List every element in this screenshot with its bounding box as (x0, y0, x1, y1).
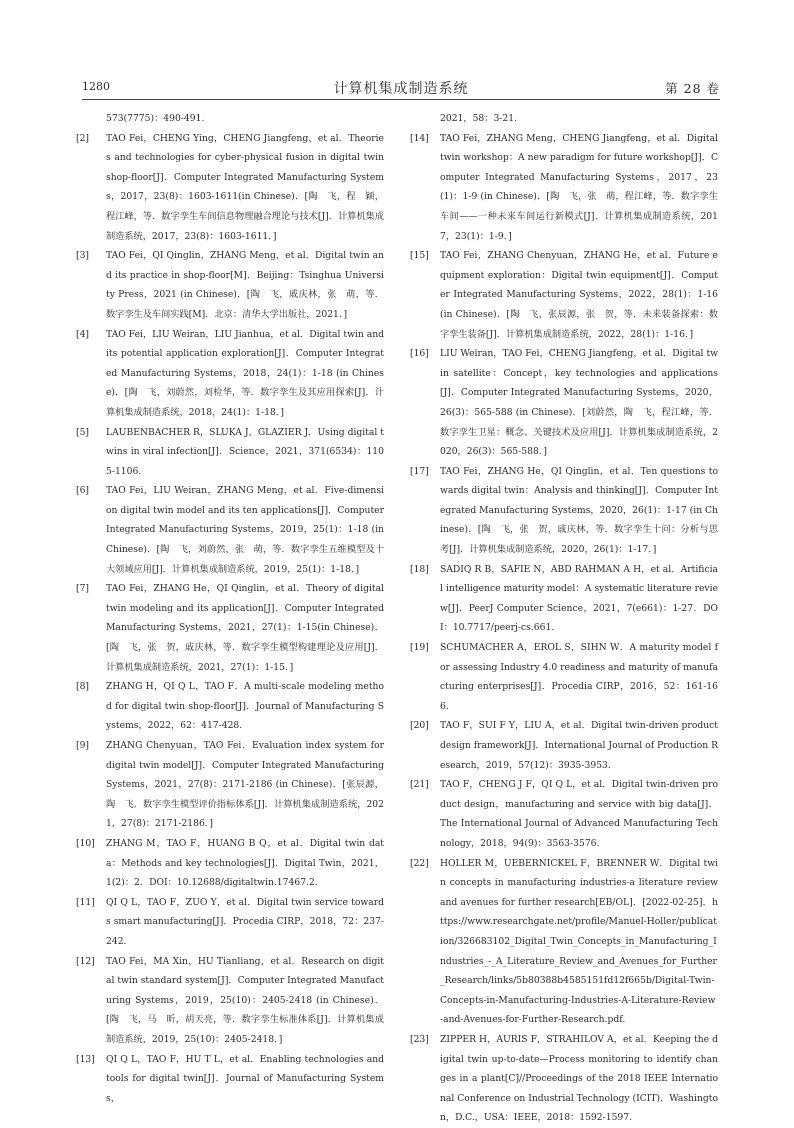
reference-text: TAO Fei，LIU Weiran，LIU Jianhua，et al．Digital twin and its potential application exploration[J]．Computer Integrated Manufacturing Systems，2018，24(1)：1-18 (in Chinese)．[陶 飞，刘蔚然，刘检华，等．数字孪生及其应用探索[J]．计算机集成制造系统，2018，24(1)：1-18．] (106, 328, 384, 418)
reference-list (410, 129, 718, 1128)
reference-number: [9] (76, 740, 90, 751)
reference-item (410, 129, 718, 247)
header-rule (82, 99, 720, 100)
reference-text: TAO Fei，LIU Weiran，ZHANG Meng，et al．Five-dimension digital twin model and its ten applications[J]．Computer Integrated Manufacturing Systems，2019，25(1)：1-18 (in Chinese)．[陶 飞，刘蔚然，张 萌，等．数字孪生五维模型及十大领域应用[J]．计算机集成制造系统，2019，25(1)：1-18．] (106, 485, 384, 575)
reference-item (410, 854, 718, 1030)
reference-text: QI Q L，TAO F，HU T L，et al．Enabling technologies and tools for digital twin[J]．Journal of Manufacturing Systems， (106, 1053, 384, 1104)
reference-number: [10] (76, 837, 95, 849)
reference-list (76, 129, 384, 1109)
reference-number: [7] (76, 583, 90, 595)
reference-item (76, 1050, 384, 1109)
reference-text: TAO Fei，MA Xin，HU Tianliang，et al．Research on digital twin standard system[J]．Computer Integrated Manufacturing Systems，2019，25(10)：2405-2418 (in Chinese)．[陶 飞，马 昕，胡天亮，等．数字孪生标准体系[J]．计算机集成制造系统，2019，25(10)：2405-2418．] (106, 955, 384, 1045)
right-column (410, 109, 718, 1128)
reference-item (410, 1030, 718, 1128)
reference-text: TAO Fei，ZHANG He，QI Qinglin，et al．Theory of digital twin modeling and its application[J]．Computer Integrated Manufacturing Systems，2021，27(1)：1-15(in Chinese)．[陶 飞，张 贺，戚庆林，等．数字孪生模型构建理论及应用[J]．计算机集成制造系统，2021，27(1)：1-15．] (106, 583, 384, 673)
reference-continuation: 573(7775)：490-491. (106, 113, 205, 124)
reference-number: [8] (76, 681, 90, 693)
reference-text: TAO Fei，ZHANG He，QI Qinglin，et al．Ten questions towards digital twin：Analysis and thinking[J]．Computer Integrated Manufacturing Systems，2020，26(1)：1-17 (in Chinese)．[陶 飞，张 贺，戚庆林，等．数字孪生十问：分析与思考[J]．计算机集成制造系统，2020，26(1)：1-17．] (440, 465, 718, 556)
reference-number: [11] (76, 896, 95, 908)
reference-number: [19] (410, 642, 429, 654)
reference-item (76, 677, 384, 736)
reference-number: [15] (410, 250, 429, 262)
reference-item (76, 952, 384, 1050)
reference-item (76, 246, 384, 324)
reference-number: [22] (410, 857, 429, 869)
reference-number: [3] (76, 250, 90, 262)
reference-number: [18] (410, 563, 429, 575)
reference-item (410, 344, 718, 462)
reference-number: [6] (76, 485, 90, 497)
reference-text: TAO Fei，QI Qinglin，ZHANG Meng，et al．Digital twin and its practice in shop-floor[M]．Beijing：Tsinghua University Press，2021 (in Chinese)．[陶 飞，戚庆林，张 萌，等．数字孪生及车间实践[M]．北京：清华大学出版社，2021．] (106, 250, 384, 320)
reference-number: [23] (410, 1033, 429, 1045)
reference-text: ZHANG H，QI Q L，TAO F．A multi-scale modeling method for digital twin shop-floor[J]．Journal of Manufacturing Systems，2022，62：417-428. (106, 681, 384, 732)
reference-number: [14] (410, 132, 429, 144)
reference-text: HOLLER M，UEBERNICKEL F，BRENNER W．Digital twin concepts in manufacturing industries-a literature review and avenues for further research[EB/OL]．[2022-02-25]．https://www.researchgate.net/profile/Manuel-Holler/publication/326683102_Digital_Twin_Concepts_in_Manufacturing_Industries_-_A_Literature_Review_and_Avenues_for_Further_Research/links/5b80388b4585151fd12f665b/Digital-Twin-Concepts-in-Manufacturing-Industries-A-Literature-Review-and-Avenues-for-Further-Research.pdf. (440, 857, 718, 1026)
reference-number: [13] (76, 1053, 95, 1065)
reference-item (410, 775, 718, 853)
reference-number: [20] (410, 720, 429, 732)
reference-number: [5] (76, 426, 90, 438)
reference-text: QI Q L，TAO F，ZUO Y，et al．Digital twin service towards smart manufacturing[J]．Procedia CIRP，2018，72：237-242. (106, 896, 384, 947)
reference-item (76, 736, 384, 834)
left-column (76, 109, 384, 1108)
reference-text: LAUBENBACHER R，SLUKA J，GLAZIER J．Using digital twins in viral infection[J]．Science，2021，371(6534)：1105-1106. (106, 426, 384, 477)
reference-item (76, 325, 384, 423)
reference-text: ZIPPER H，AURIS F，STRAHILOV A，et al．Keeping the digital twin up-to-date—Process monitoring to identify changes in a plant[C]//Proceedings of the 2018 IEEE International Conference on Industrial Technology (ICIT)．Washington，D.C.，USA：IEEE，2018：1592-1597. (440, 1033, 718, 1124)
reference-number: [4] (76, 328, 90, 340)
reference-item (76, 423, 384, 482)
reference-text: TAO F，CHENG J F，QI Q L，et al．Digital twin-driven product design，manufacturing and service with big data[J]．The International Journal of Advanced Manufacturing Technology，2018，94(9)：3563-3576. (440, 779, 718, 849)
reference-number: [16] (410, 348, 429, 360)
reference-text: TAO Fei，ZHANG Meng，CHENG Jiangfeng，et al．Digital twin workshop：A new paradigm for future workshop[J]．Computer Integrated Manufacturing Systems，2017，23(1)：1-9 (in Chinese)．[陶 飞，张 萌，程江峰，等．数字孪生车间——一种未来车间运行新模式[J]．计算机集成制造系统，2017，23(1)：1-9．] (440, 132, 718, 242)
journal-title: 计算机集成制造系统 (333, 81, 469, 97)
reference-item (410, 246, 718, 344)
reference-number: [21] (410, 779, 429, 791)
reference-item (76, 893, 384, 952)
reference-continuation: 2021，58：3-21. (440, 113, 518, 124)
reference-item (76, 579, 384, 677)
reference-item (410, 638, 718, 716)
reference-number: [2] (76, 132, 90, 144)
reference-item (76, 129, 384, 247)
reference-text: LIU Weiran，TAO Fei，CHENG Jiangfeng，et al．Digital twin satellite：Concept，key technologies and applications[J]．Computer Integrated Manufacturing Systems，2020，26(3)：565-588 (in Chinese)．[刘蔚然，陶 飞，程江峰，等．数字孪生卫星：概念、关键技术及应用[J]．计算机集成制造系统，2020，26(3)：565-588．] (440, 348, 718, 458)
reference-text: TAO Fei，CHENG Ying，CHENG Jiangfeng，et al．Theories and technologies for cyber-physical fusion in digital twin shop-floor[J]．Computer Integrated Manufacturing Systems，2017，23(8)：1603-1611(in Chinese)．[陶 飞，程 颖，程江峰，等．数字孪生车间信息物理融合理论与技术[J]．计算机集成制造系统，2017，23(8)：1603-1611．] (106, 132, 384, 242)
reference-item (76, 481, 384, 579)
reference-text: TAO F，SUI F Y，LIU A，et al．Digital twin-driven product design framework[J]．International Journal of Production Research，2019，57(12)：3935-3953. (440, 720, 718, 771)
volume-label: 第 28 卷 (665, 81, 720, 96)
reference-text: TAO Fei，ZHANG Chenyuan，ZHANG He，et al．Future equipment exploration：Digital twin equipment[J]．Computer Integrated Manufacturing Systems，2022，28(1)：1-16 (in Chinese)．[陶 飞，张辰源，张 贺，等．未来装备探索：数字孪生装备[J]．计算机集成制造系统，2022，28(1)：1-16．] (440, 250, 718, 340)
reference-item (76, 834, 384, 893)
reference-item (410, 560, 718, 638)
reference-item (410, 716, 718, 775)
reference-number: [17] (410, 465, 429, 477)
reference-text: SCHUMACHER A，EROL S，SIHN W．A maturity model for assessing Industry 4.0 readiness and maturity of manufacturing enterprises[J]．Procedia CIRP，2016，52：161-166. (440, 642, 718, 712)
reference-item (410, 462, 718, 560)
reference-text: ZHANG Chenyuan，TAO Fei．Evaluation index system for digital twin model[J]．Computer Integrated Manufacturing Systems，2021，27(8)：2171-2186 (in Chinese)．[张辰源，陶 飞．数字孪生模型评价指标体系[J]．计算机集成制造系统，2021，27(8)：2171-2186．] (106, 740, 384, 830)
page-header (82, 78, 720, 100)
reference-text: ZHANG M，TAO F，HUANG B Q，et al．Digital twin data：Methods and key technologies[J]．Digital Twin，2021，1(2)：2．DOI：10.12688/digitaltwin.17467.2. (106, 837, 384, 889)
page-number: 1280 (82, 80, 110, 93)
reference-number: [12] (76, 955, 95, 967)
reference-text: SADIQ R B，SAFIE N，ABD RAHMAN A H，et al．Artificial intelligence maturity model：A systematic literature review[J]．PeerJ Computer Science，2021，7(e661)：1-27．DOI：10.7717/peerj-cs.661. (440, 563, 718, 634)
